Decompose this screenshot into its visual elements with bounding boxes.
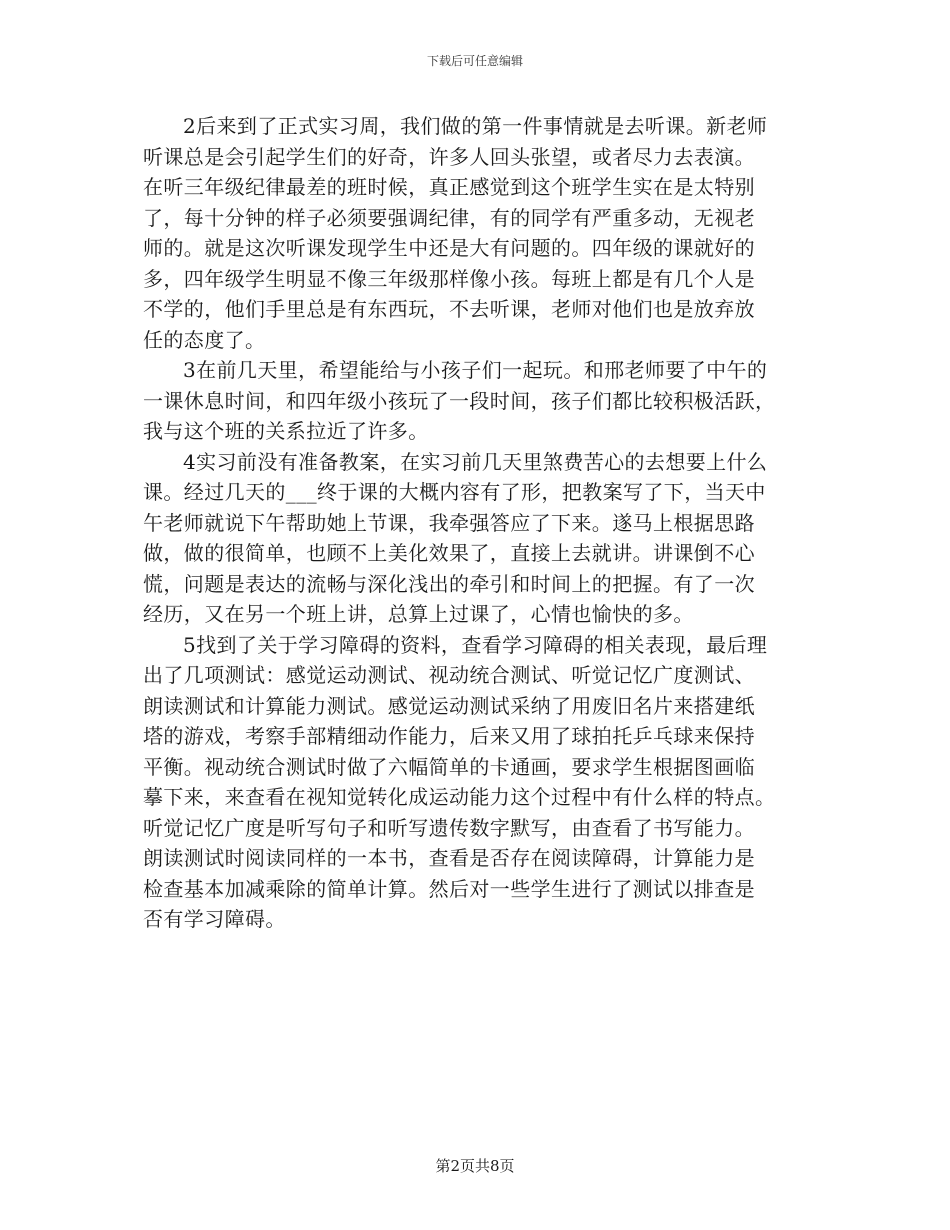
document-body (143, 111, 811, 935)
text-line: 4实习前没有准备教案，在实习前几天里煞费苦心的去想要上什么 (183, 449, 768, 474)
page-number: 第2页共8页 (435, 1157, 515, 1175)
text-line: 听课总是会引起学生们的好奇，许多人回头张望，或者尽力去表演。 (143, 144, 755, 169)
text-line: 摹下来，来查看在视知觉转化成运动能力这个过程中有什么样的特点。 (143, 785, 776, 809)
text-line: 否有学习障碍。 (143, 907, 286, 931)
text-line: 塔的游戏，考察手部精细动作能力，后来又用了球拍托乒乓球来保持 (143, 724, 755, 748)
text-line: 不学的，他们手里总是有东西玩，不去听课，老师对他们也是放弃放 (143, 297, 755, 321)
text-line: 课。经过几天的___终于课的大概内容有了形，把教案写了下，当天中 (143, 480, 766, 504)
text-line: 听觉记忆广度是听写句子和听写遗传数字默写，由查看了书写能力。 (143, 815, 755, 840)
paragraph-2 (143, 111, 811, 355)
text-line: 一课休息时间，和四年级小孩玩了一段时间，孩子们都比较积极活跃， (143, 388, 776, 413)
text-line: 师的。就是这次听课发现学生中还是大有问题的。四年级的课就好的 (143, 236, 755, 260)
text-line: 多，四年级学生明显不像三年级那样像小孩。每班上都是有几个人是 (143, 266, 755, 291)
paragraph-4 (143, 447, 811, 630)
text-line: 慌，问题是表达的流畅与深化浅出的牵引和时间上的把握。有了一次 (143, 571, 755, 596)
text-line: 检查基本加减乘除的简单计算。然后对一些学生进行了测试以排查是 (143, 876, 755, 901)
paragraph-5 (143, 630, 811, 935)
text-line: 做，做的很简单，也顾不上美化效果了，直接上去就讲。讲课倒不心 (143, 541, 755, 565)
text-line: 朗读测试和计算能力测试。感觉运动测试采纳了用废旧名片来搭建纸 (143, 693, 755, 718)
paragraph-3 (143, 355, 811, 447)
text-line: 朗读测试时阅读同样的一本书，查看是否存在阅读障碍，计算能力是 (143, 846, 755, 870)
text-line: 平衡。视动统合测试时做了六幅简单的卡通画，要求学生根据图画临 (143, 754, 755, 779)
text-line: 在听三年级纪律最差的班时候，真正感觉到这个班学生实在是太特别 (143, 175, 755, 199)
text-line: 午老师就说下午帮助她上节课，我牵强答应了下来。遂马上根据思路 (143, 510, 755, 535)
text-line: 3在前几天里，希望能给与小孩子们一起玩。和邢老师要了中午的 (183, 358, 768, 382)
text-line: 5找到了关于学习障碍的资料，查看学习障碍的相关表现，最后理 (183, 632, 768, 657)
text-line: 任的态度了。 (143, 327, 266, 352)
text-line: 2后来到了正式实习周，我们做的第一件事情就是去听课。新老师 (183, 114, 768, 138)
text-line: 经历，又在另一个班上讲，总算上过课了，心情也愉快的多。 (143, 602, 694, 626)
text-line: 出了几项测试：感觉运动测试、视动统合测试、听觉记忆广度测试、 (143, 663, 755, 687)
text-line: 了，每十分钟的样子必须要强调纪律，有的同学有严重多动，无视老 (143, 205, 755, 230)
text-line: 我与这个班的关系拉近了许多。 (143, 419, 429, 443)
page-header: 下载后可任意编辑 (426, 54, 523, 68)
